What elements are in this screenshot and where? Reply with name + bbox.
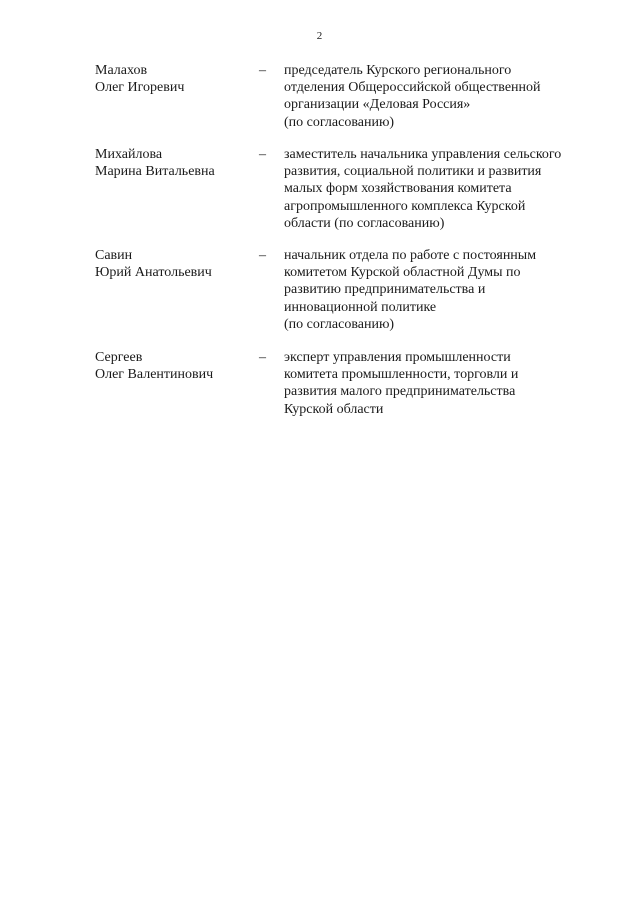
member-surname: Малахов bbox=[95, 63, 148, 78]
position-line: комитетом Курской областной Думы по bbox=[284, 265, 521, 281]
page-number: 2 bbox=[316, 30, 323, 42]
member-given-names: Марина Витальевна bbox=[95, 164, 215, 180]
member-given-names: Юрий Анатольевич bbox=[95, 265, 212, 281]
position-line: области (по согласованию) bbox=[284, 215, 445, 231]
dash-separator: – bbox=[259, 350, 266, 365]
member-position bbox=[284, 62, 589, 131]
dash-separator: – bbox=[259, 147, 266, 162]
position-line: эксперт управления промышленности bbox=[284, 350, 511, 365]
member-surname: Сергеев bbox=[95, 350, 143, 365]
member-name bbox=[95, 146, 255, 180]
position-line: организации «Деловая Россия» bbox=[284, 97, 471, 113]
member-surname: Михайлова bbox=[95, 147, 163, 162]
position-line: развития малого предпринимательства bbox=[284, 384, 516, 400]
position-line: инновационной политике bbox=[284, 299, 437, 315]
member-name bbox=[95, 62, 255, 96]
member-surname: Савин bbox=[95, 248, 133, 263]
member-name bbox=[95, 349, 255, 383]
dash-separator: – bbox=[259, 248, 266, 263]
position-line: отделения Общероссийской общественной bbox=[284, 80, 541, 96]
position-line: (по согласованию) bbox=[284, 114, 395, 130]
member-position bbox=[284, 247, 589, 333]
dash-separator: – bbox=[259, 63, 266, 78]
member-given-names: Олег Игоревич bbox=[95, 80, 185, 96]
position-line: заместитель начальника управления сельского bbox=[284, 147, 562, 162]
member-given-names: Олег Валентинович bbox=[95, 367, 214, 383]
position-line: малых форм хозяйствования комитета bbox=[284, 181, 512, 197]
position-line: агропромышленного комплекса Курской bbox=[284, 198, 526, 214]
position-line: председатель Курского регионального bbox=[284, 63, 512, 78]
position-line: (по согласованию) bbox=[284, 316, 395, 332]
member-position bbox=[284, 349, 589, 418]
position-line: Курской области bbox=[284, 401, 384, 417]
position-line: начальник отдела по работе с постоянным bbox=[284, 248, 537, 263]
member-name bbox=[95, 247, 255, 281]
position-line: развития, социальной политики и развития bbox=[284, 164, 542, 180]
position-line: развитию предпринимательства и bbox=[284, 282, 486, 298]
member-position bbox=[284, 146, 589, 232]
position-line: комитета промышленности, торговли и bbox=[284, 367, 519, 383]
